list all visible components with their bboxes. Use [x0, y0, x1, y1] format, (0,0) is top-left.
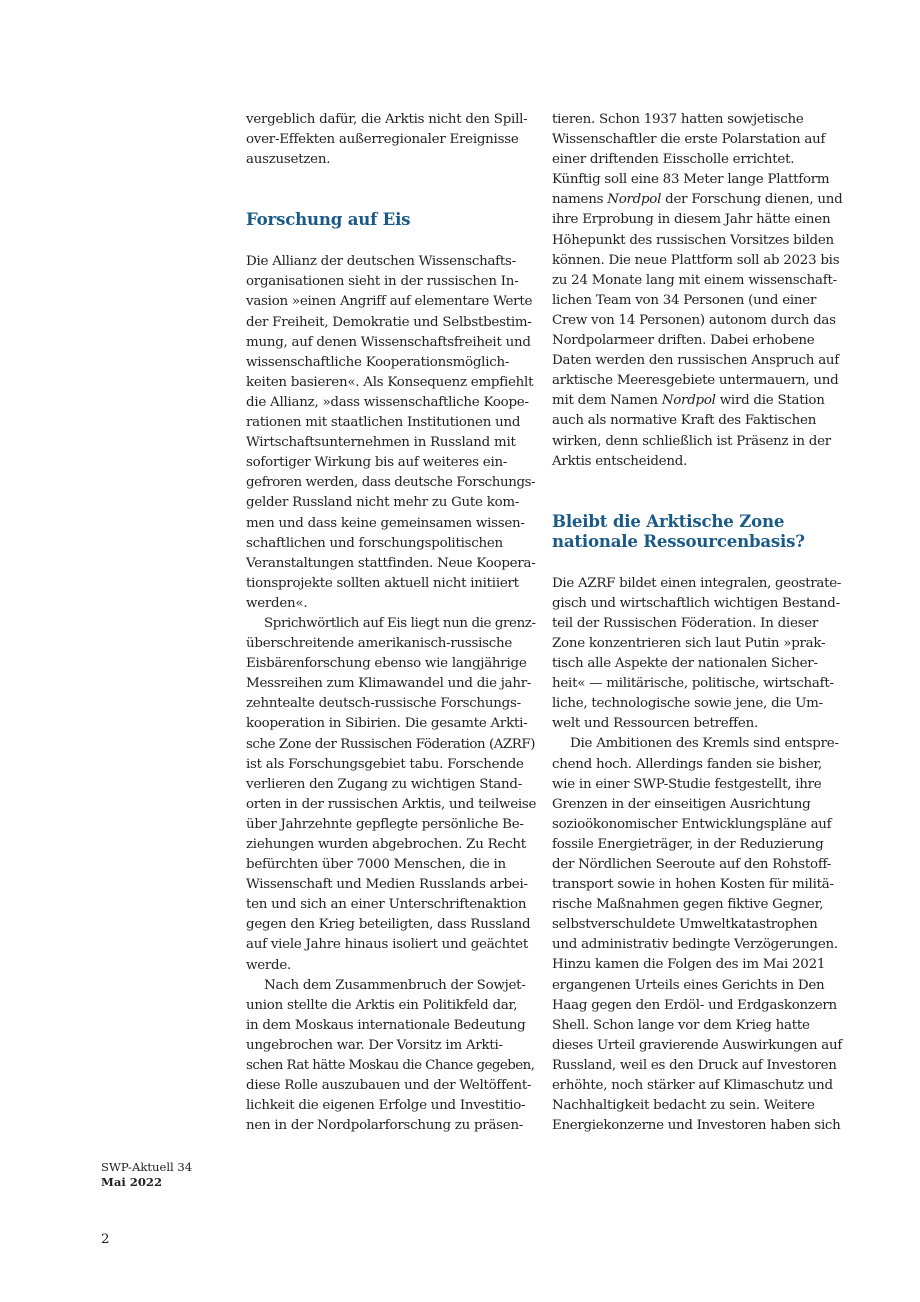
- text-line: Nach dem Zusammenbruch der Sowjet-: [264, 977, 526, 993]
- text-line: Die Allianz der deutschen Wissenschafts-: [246, 254, 516, 270]
- text-line: Hinzu kamen die Folgen des im Mai 2021: [552, 957, 826, 973]
- text-line: überschreitende amerikanisch-russische: [246, 636, 513, 652]
- text-line: nen in der Nordpolarforschung zu präsen-: [246, 1118, 524, 1134]
- text-line: Nachhaltigkeit bedacht zu sein. Weitere: [552, 1098, 815, 1114]
- text-line: gisch und wirtschaftlich wichtigen Bestand-: [552, 595, 840, 611]
- text-line: Grenzen in der einseitigen Ausrichtung: [552, 796, 811, 812]
- heading-line: nationale Ressourcenbasis?: [552, 530, 805, 551]
- text-line: welt und Ressourcen betreffen.: [552, 716, 758, 732]
- text-line: mung, auf denen Wissenschaftsfreiheit und: [246, 334, 531, 350]
- text-line: Wissenschaft und Medien Russlands arbei-: [246, 877, 528, 893]
- paragraph: [246, 614, 536, 976]
- text-line: sozioökonomischer Entwicklungspläne auf: [552, 816, 832, 832]
- text-line: kooperation in Sibirien. Die gesamte Arkti-: [246, 716, 528, 732]
- text-line: gelder Russland nicht mehr zu Gute kom-: [246, 495, 520, 511]
- section-heading: [552, 511, 842, 551]
- text-line: diese Rolle auszubauen und der Weltöffent-: [246, 1078, 532, 1094]
- text-line: sofortiger Wirkung bis auf weiteres ein-: [246, 455, 508, 471]
- text-fragment: mit dem Namen: [552, 393, 662, 409]
- text-line: tionsprojekte sollten aktuell nicht initiiert: [246, 575, 519, 591]
- text-line: vergeblich dafür, die Arktis nicht den Spill-: [246, 112, 528, 127]
- text-line: in dem Moskaus internationale Bedeutung: [246, 1017, 526, 1033]
- text-line: Wirtschaftsunternehmen in Russland mit: [246, 435, 516, 451]
- text-line: ist als Forschungsgebiet tabu. Forschende: [246, 756, 524, 772]
- text-line: auf viele Jahre hinaus isoliert und geächtet: [246, 937, 528, 953]
- paragraph: [246, 110, 536, 170]
- text-line: Wissenschaftler die erste Polarstation auf: [552, 132, 826, 148]
- text-line: können. Die neue Plattform soll ab 2023 bis: [552, 252, 840, 268]
- text-fragment: wird die Station: [715, 393, 825, 409]
- text-line: [552, 391, 842, 411]
- right-column: [552, 110, 842, 1136]
- series-label: SWP-Aktuell 34: [101, 1160, 193, 1174]
- text-line: ziehungen wurden abgebrochen. Zu Recht: [246, 837, 526, 852]
- text-line: Haag gegen den Erdöl- und Erdgaskonzern: [552, 997, 837, 1013]
- text-line: Sprichwörtlich auf Eis liegt nun die grenz-: [264, 615, 536, 631]
- text-line: lichen Team von 34 Personen (und einer: [552, 292, 817, 308]
- text-line: Eisbärenforschung ebenso wie langjährige: [246, 656, 527, 672]
- left-column: [246, 110, 536, 1136]
- text-line: organisationen sieht in der russischen In-: [246, 274, 519, 290]
- text-line: orten in der russischen Arktis, und teilweise: [246, 796, 537, 812]
- text-line: auch als normative Kraft des Faktischen: [552, 413, 817, 429]
- text-line: vasion »einen Angriff auf elementare Werte: [246, 294, 533, 310]
- text-line: Höhepunkt des russischen Vorsitzes bilden: [552, 232, 834, 248]
- text-line: und administrativ bedingte Verzögerungen.: [552, 937, 838, 953]
- text-line: tieren. Schon 1937 hatten sowjetische: [552, 112, 804, 127]
- heading-line: Bleibt die Arktische Zone: [552, 510, 785, 531]
- text-line: Shell. Schon lange vor dem Krieg hatte: [552, 1017, 810, 1033]
- text-line: schen Rat hätte Moskau die Chance gegeben,: [246, 1058, 535, 1074]
- text-fragment: namens: [552, 192, 608, 208]
- text-line: lichkeit die eigenen Erfolge und Investitio-: [246, 1098, 526, 1114]
- text-line: Nordpolarmeer driften. Dabei erhobene: [552, 333, 815, 349]
- text-line: Die AZRF bildet einen integralen, geostrate-: [552, 575, 842, 591]
- text-line: ten und sich an einer Unterschriftenaktion: [246, 897, 527, 913]
- text-line: Zone konzentrieren sich laut Putin »prak-: [552, 635, 826, 651]
- text-line: liche, technologische sowie jene, die Um-: [552, 696, 823, 712]
- text-line: teil der Russischen Föderation. In dieser: [552, 615, 819, 631]
- text-line: schaftlichen und forschungspolitischen: [246, 535, 503, 551]
- nordpol-italic: Nordpol: [607, 192, 662, 208]
- text-line: der Nördlichen Seeroute auf den Rohstoff-: [552, 857, 832, 872]
- text-line: Energiekonzerne und Investoren haben sich: [552, 1118, 841, 1134]
- text-line: tisch alle Aspekte der nationalen Sicher-: [552, 656, 818, 672]
- text-line: zu 24 Monate lang mit einem wissenschaft-: [552, 272, 837, 288]
- section-heading: Forschung auf Eis: [246, 209, 411, 230]
- text-line: wissenschaftliche Kooperationsmöglich-: [246, 354, 510, 370]
- text-line: befürchten über 7000 Menschen, die in: [246, 857, 506, 873]
- text-line: Messreihen zum Klimawandel und die jahr-: [246, 676, 532, 692]
- text-line: gefroren werden, dass deutsche Forschungs-: [246, 475, 536, 491]
- text-line: der Freiheit, Demokratie und Selbstbestim-: [246, 314, 532, 330]
- text-line: Arktis entscheidend.: [552, 453, 688, 469]
- paragraph: [552, 574, 842, 735]
- paragraph: [246, 976, 536, 1137]
- text-line: arktische Meeresgebiete untermauern, und: [552, 373, 839, 389]
- text-line: einer driftenden Eisscholle errichtet.: [552, 152, 795, 168]
- text-line: transport sowie in hohen Kosten für militä-: [552, 877, 834, 893]
- text-line: die Allianz, »dass wissenschaftliche Koope-: [246, 394, 529, 410]
- text-line: werde.: [246, 957, 292, 973]
- text-line: chend hoch. Allerdings fanden sie bisher,: [552, 756, 823, 772]
- page-footer: [101, 1160, 192, 1190]
- paragraph: [246, 252, 536, 614]
- text-line: ergangenen Urteils eines Gerichts in Den: [552, 977, 825, 993]
- paragraph: [552, 734, 842, 1136]
- page-number: 2: [101, 1232, 110, 1247]
- text-line: über Jahrzehnte gepflegte persönliche Be-: [246, 816, 524, 832]
- text-line: werden«.: [246, 595, 308, 611]
- issue-date: Mai 2022: [101, 1175, 163, 1189]
- text-line: verlieren den Zugang zu wichtigen Stand-: [246, 776, 523, 792]
- text-line: Die Ambitionen des Kremls sind entspre-: [570, 736, 839, 752]
- text-line: Russland, weil es den Druck auf Investoren: [552, 1057, 837, 1073]
- text-line: ungebrochen war. Der Vorsitz im Arkti-: [246, 1037, 503, 1053]
- nordpol-italic: Nordpol: [661, 393, 716, 409]
- text-line: keiten basieren«. Als Konsequenz empfiehlt: [246, 374, 534, 390]
- text-line: sche Zone der Russischen Föderation (AZRF): [246, 736, 536, 752]
- text-line: gegen den Krieg beteiligten, dass Russland: [246, 917, 531, 933]
- text-line: union stellte die Arktis ein Politikfeld dar,: [246, 997, 518, 1013]
- text-line: Künftig soll eine 83 Meter lange Plattform: [552, 172, 830, 188]
- text-line: auszusetzen.: [246, 152, 331, 168]
- text-line: zehntealte deutsch-russische Forschungs-: [246, 696, 521, 712]
- text-line: men und dass keine gemeinsamen wissen-: [246, 515, 525, 531]
- text-line: Crew von 14 Personen) autonom durch das: [552, 312, 836, 328]
- text-line: fossile Energieträger, in der Reduzierung: [552, 836, 824, 852]
- text-line: heit« — militärische, politische, wirtschaft-: [552, 676, 834, 692]
- text-line: erhöhte, noch stärker auf Klimaschutz und: [552, 1078, 833, 1094]
- text-line: dieses Urteil gravierende Auswirkungen auf: [552, 1037, 843, 1053]
- text-fragment: der Forschung dienen, und: [661, 192, 843, 208]
- text-line: selbstverschuldete Umweltkatastrophen: [552, 917, 818, 933]
- text-line: wirken, denn schließlich ist Präsenz in der: [552, 433, 831, 449]
- text-line: rationen mit staatlichen Institutionen und: [246, 415, 521, 431]
- text-line: [552, 190, 842, 210]
- text-line: Daten werden den russischen Anspruch auf: [552, 353, 840, 369]
- text-line: wie in einer SWP-Studie festgestellt, ihre: [552, 776, 822, 792]
- text-line: over-Effekten außerregionaler Ereignisse: [246, 132, 519, 148]
- text-line: rische Maßnahmen gegen fiktive Gegner,: [552, 897, 824, 913]
- text-line: Veranstaltungen stattfinden. Neue Koopera-: [246, 555, 536, 571]
- paragraph: [552, 110, 842, 472]
- text-line: ihre Erprobung in diesem Jahr hätte einen: [552, 212, 831, 228]
